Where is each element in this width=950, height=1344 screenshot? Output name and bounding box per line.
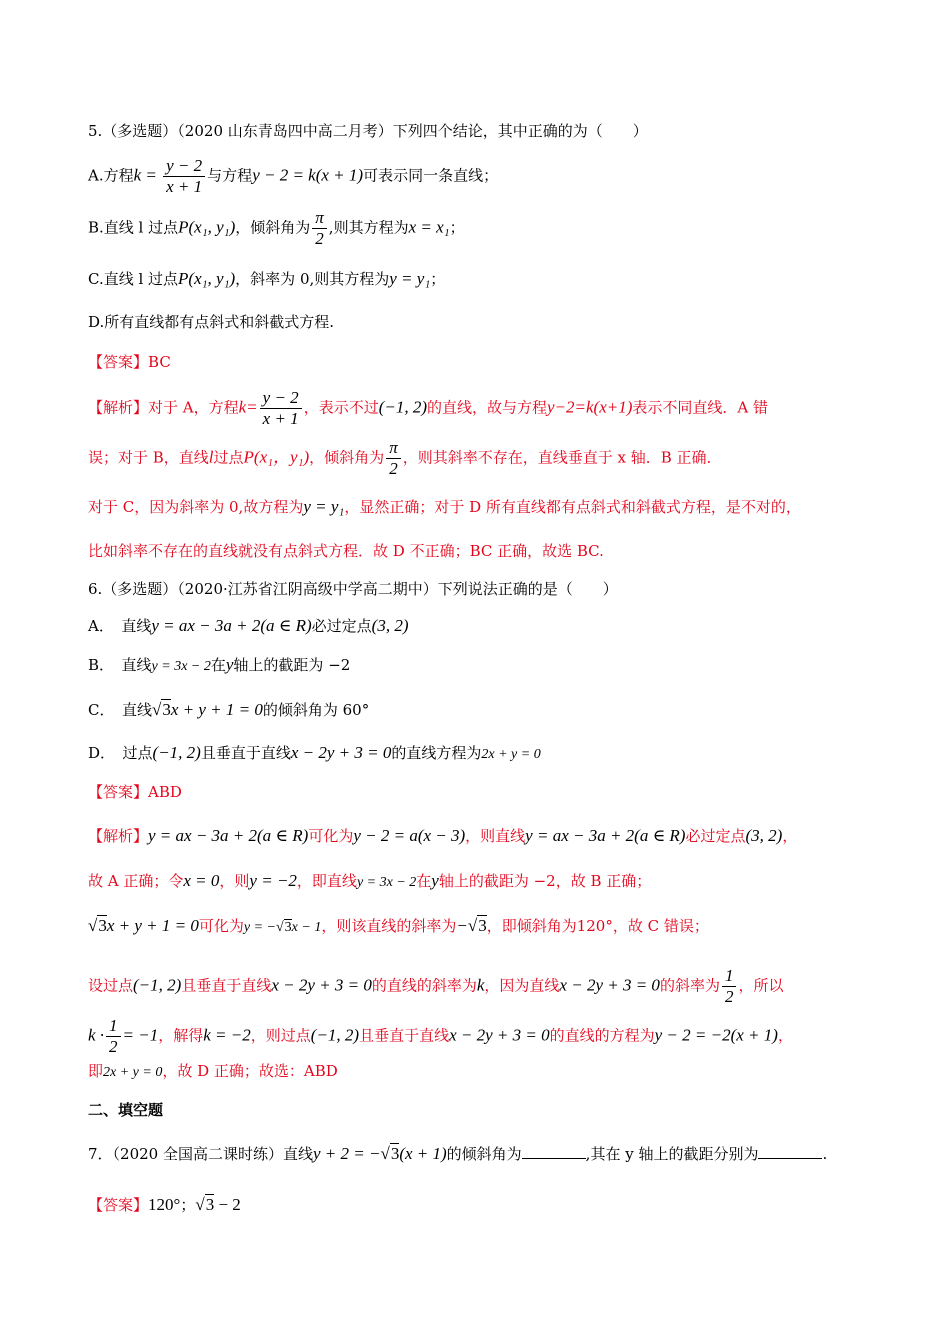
- q5-b-prefix: B.直线 l 过点: [88, 218, 179, 237]
- q5-b-mid: ，倾斜角为: [235, 218, 311, 237]
- answer-label: 【答案】: [88, 783, 149, 801]
- q6-option-c: C． 直线√3x + y + 1 = 0的倾斜角为 60°: [88, 700, 370, 719]
- answer-value: ABD: [148, 783, 182, 801]
- q5-analysis-line-1: 【解析】对于 A，方程k= $\frac{y - 2}{x + 1}$ ，表示不过(−1, 2)的直线，故与方程y−2=k(x+1)表示不同直线．A 错: [88, 388, 768, 428]
- q7-answer: 【答案】120°；√3 − 2: [88, 1195, 241, 1214]
- q6-slope-fraction: $\frac{1}{2}$: [722, 966, 737, 1007]
- q5-a-equation: y − 2 = k(x + 1): [252, 165, 364, 185]
- q5-b-point: P(x₁, y₁): [178, 217, 236, 237]
- q6-option-d: D． 过点(−1, 2)且垂直于直线x − 2y + 3 = 0的直线方程为2x + y = 0: [88, 743, 541, 762]
- q6-stem: 6.（多选题）（2020·江苏省江阴高级中学高二期中）下列说法正确的是（ ）: [88, 580, 618, 598]
- q5-b-equation: x = x₁: [408, 217, 450, 237]
- q5-b-fraction: $\frac{\pi}{2}$: [312, 208, 327, 249]
- section-heading: 二、填空题: [88, 1101, 164, 1119]
- q7-stem: 7．（2020 全国高二课时练）直线y + 2 = −√3(x + 1)的倾斜角为 ,其在 y 轴上的截距分别为 .: [88, 1144, 828, 1163]
- answer-value-1: 120°: [148, 1195, 181, 1214]
- analysis-label: 【解析】: [88, 398, 149, 417]
- answer-label: 【答案】: [88, 1196, 149, 1214]
- q6-half-fraction: $\frac{1}{2}$: [106, 1016, 121, 1057]
- q5-analysis-line-2: 误；对于 B，直线l过点P(x₁，y₁)，倾斜角为 $\frac{\pi}{2}$ ，则其斜率不存在，直线垂直于 x 轴．B 正确．: [88, 438, 722, 478]
- q5-option-b: [88, 208, 465, 249]
- q5-c-end: ；: [430, 270, 446, 288]
- q6-analysis-line-2: 故 A 正确；令x = 0，则y = −2，即直线y = 3x − 2在y轴上的截距为 −2，故 B 正确；: [88, 871, 652, 890]
- answer-value-2: √3 − 2: [195, 1195, 241, 1214]
- answer-label: 【答案】: [88, 353, 149, 371]
- q5-a-mid: 与方程: [207, 166, 253, 185]
- q5-c-mid: ，斜率为 0,则其方程为: [235, 270, 390, 288]
- q6-analysis-line-6: 即2x + y = 0，故 D 正确；故选：ABD: [88, 1062, 338, 1080]
- q5-analysis-line-4: 比如斜率不存在的直线就没有点斜式方程．故 D 不正确；BC 正确，故选 BC.: [88, 542, 604, 560]
- q5-b-end: ；: [449, 218, 465, 237]
- blank-1: [522, 1144, 586, 1159]
- q5-analysis-line-3: 对于 C，因为斜率为 0,故方程为y = y₁，显然正确；对于 D 所有直线都有点斜式和斜截式方程，是不对的，: [88, 497, 801, 516]
- q6-analysis-line-5: k · $\frac{1}{2}$ = −1，解得k = −2，则过点(−1, 2)且垂直于直线x − 2y + 3 = 0的直线的方程为y − 2 = −2(x + 1)，: [88, 1016, 793, 1056]
- q5-a-k: k: [133, 165, 142, 185]
- q6-analysis-line-4: 设过点(−1, 2)且垂直于直线x − 2y + 3 = 0的直线的斜率为k，因为直线x − 2y + 3 = 0的斜率为 $\frac{1}{2}$ ，所以: [88, 966, 784, 1006]
- q6-option-a: A． 直线y = ax − 3a + 2(a ∈ R)必过定点(3, 2): [88, 616, 409, 635]
- q6-analysis-line-3: √3x + y + 1 = 0可化为y = −√3x − 1，则该直线的斜率为−√3，即倾斜角为120°，故 C 错误；: [88, 916, 709, 935]
- q5-a-prefix: A.方程: [88, 166, 134, 185]
- q6-option-b: B． 直线y = 3x − 2在y轴上的截距为 −2: [88, 655, 351, 674]
- q5-answer: [88, 352, 171, 372]
- q5-c-point: P(x₁, y₁): [178, 269, 236, 288]
- q5-c-equation: y = y₁: [389, 269, 431, 288]
- q5-stem: 5.（多选题）（2020 山东青岛四中高二月考）下列四个结论，其中正确的为（ ）: [88, 122, 648, 140]
- q6-analysis-line-1: 【解析】y = ax − 3a + 2(a ∈ R)可化为y − 2 = a(x − 3)，则直线y = ax − 3a + 2(a ∈ R)必过定点(3, 2)，: [88, 826, 798, 845]
- q5-option-d: D.所有直线都有点斜式和斜截式方程.: [88, 313, 335, 331]
- q5-a-suffix: 可表示同一条直线；: [363, 166, 499, 185]
- q5-c-prefix: C.直线 l 过点: [88, 270, 179, 288]
- q5-a-fraction: $\frac{y - 2}{x + 1}$: [163, 156, 205, 197]
- q5-option-a: A.方程k = $\frac{y - 2}{x + 1}$ 与方程y − 2 = k(x + 1)可表示同一条直线；: [88, 156, 499, 196]
- analysis-label: 【解析】: [88, 827, 149, 845]
- q5-option-c: [88, 269, 445, 289]
- q5-analysis-pi-fraction: $\frac{\pi}{2}$: [386, 438, 401, 479]
- blank-2: [758, 1144, 822, 1159]
- q5-analysis-fraction: $\frac{y - 2}{x + 1}$: [260, 388, 302, 429]
- q6-answer: [88, 782, 182, 802]
- answer-value: BC: [148, 353, 171, 371]
- q5-b-tail: ,则其方程为: [328, 218, 409, 237]
